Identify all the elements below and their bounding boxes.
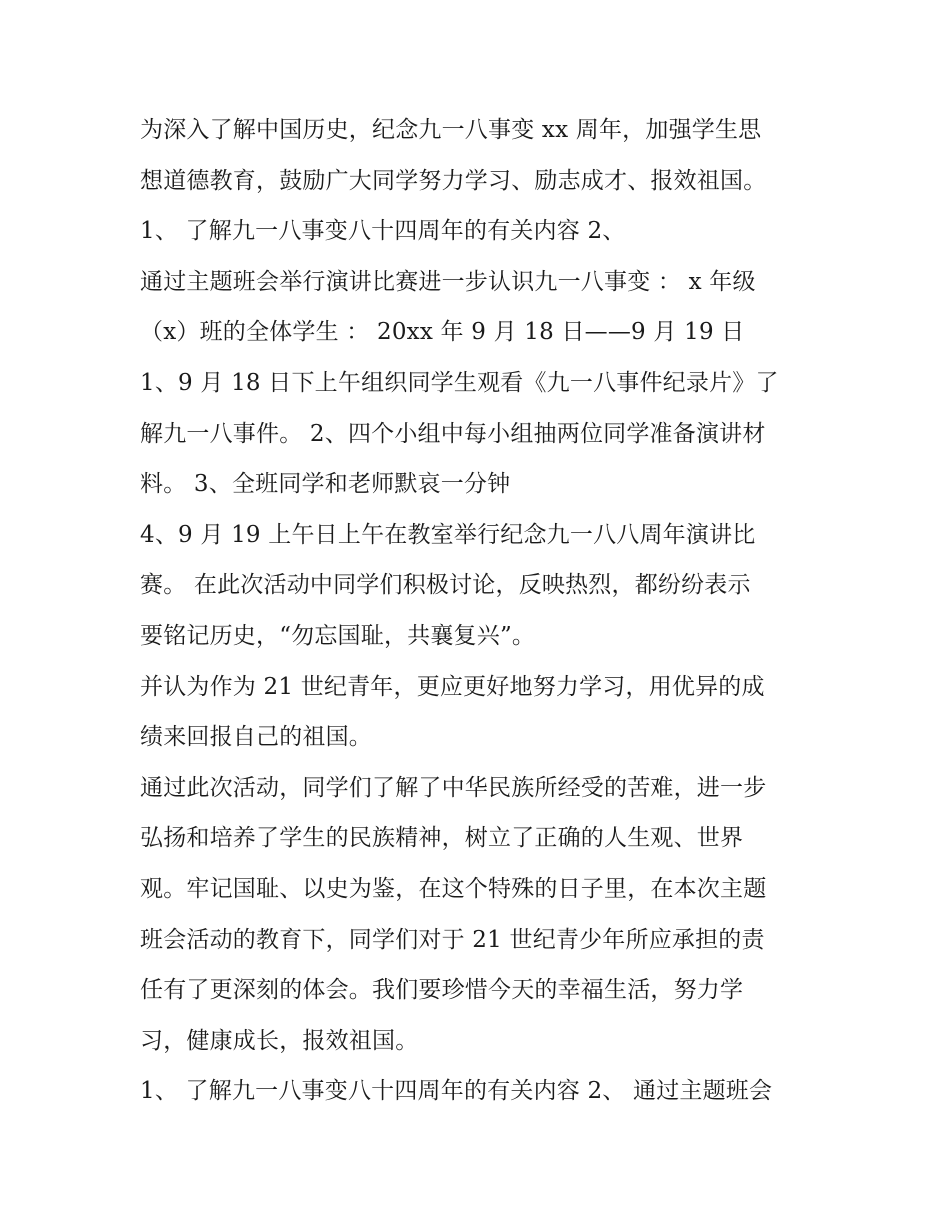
- text-line: 观。牢记国耻、以史为鉴，在这个特殊的日子里，在本次主题: [140, 875, 767, 902]
- text-line: 通过主题班会举行演讲比赛进一步认识九一八事变 ： x 年级: [140, 268, 756, 295]
- text-line: 为深入了解中国历史，纪念九一八事变 xx 周年，加强学生思: [140, 117, 762, 143]
- text-line: 任有了更深刻的体会。我们要珍惜今天的幸福生活，努力学: [140, 977, 744, 1004]
- text-line: 要铭记历史，“勿忘国耻，共襄复兴”。: [140, 622, 536, 649]
- text-line: 班会活动的教育下，同学们对于 21 世纪青少年所应承担的责: [140, 926, 765, 953]
- text-line: 料。 3、全班同学和老师默哀一分钟: [140, 471, 511, 498]
- text-line: 想道德教育，鼓励广大同学努力学习、励志成才、报效祖国。: [140, 167, 767, 194]
- text-line: 弘扬和培养了学生的民族精神，树立了正确的人生观、世界: [140, 825, 744, 852]
- document-body: [140, 105, 820, 1117]
- text-line: 并认为作为 21 世纪青年，更应更好地努力学习，用优异的成: [140, 673, 765, 700]
- text-line: （x）班的全体学生 ： 20xx 年 9 月 18 日——9 月 19 日: [140, 319, 745, 346]
- text-line: 绩来回报自己的祖国。: [140, 724, 372, 751]
- text-line: 习，健康成长，报效祖国。: [140, 1027, 419, 1054]
- text-line: 1、9 月 18 日下上午组织同学生观看《九一八事件纪录片》了: [140, 369, 779, 396]
- text-line: 1、 了解九一八事变八十四周年的有关内容 2、: [140, 218, 626, 245]
- text-line: 4、9 月 19 上午日上午在教室举行纪念九一八八周年演讲比: [140, 521, 756, 548]
- text-line: 1、 了解九一八事变八十四周年的有关内容 2、 通过主题班会: [140, 1078, 773, 1105]
- text-line: 解九一八事件。 2、四个小组中每小组抽两位同学准备演讲材: [140, 420, 766, 447]
- text-line: 通过此次活动，同学们了解了中华民族所经受的苦难，进一步: [140, 774, 767, 801]
- text-line: 赛。 在此次活动中同学们积极讨论，反映热烈，都纷纷表示: [140, 572, 751, 599]
